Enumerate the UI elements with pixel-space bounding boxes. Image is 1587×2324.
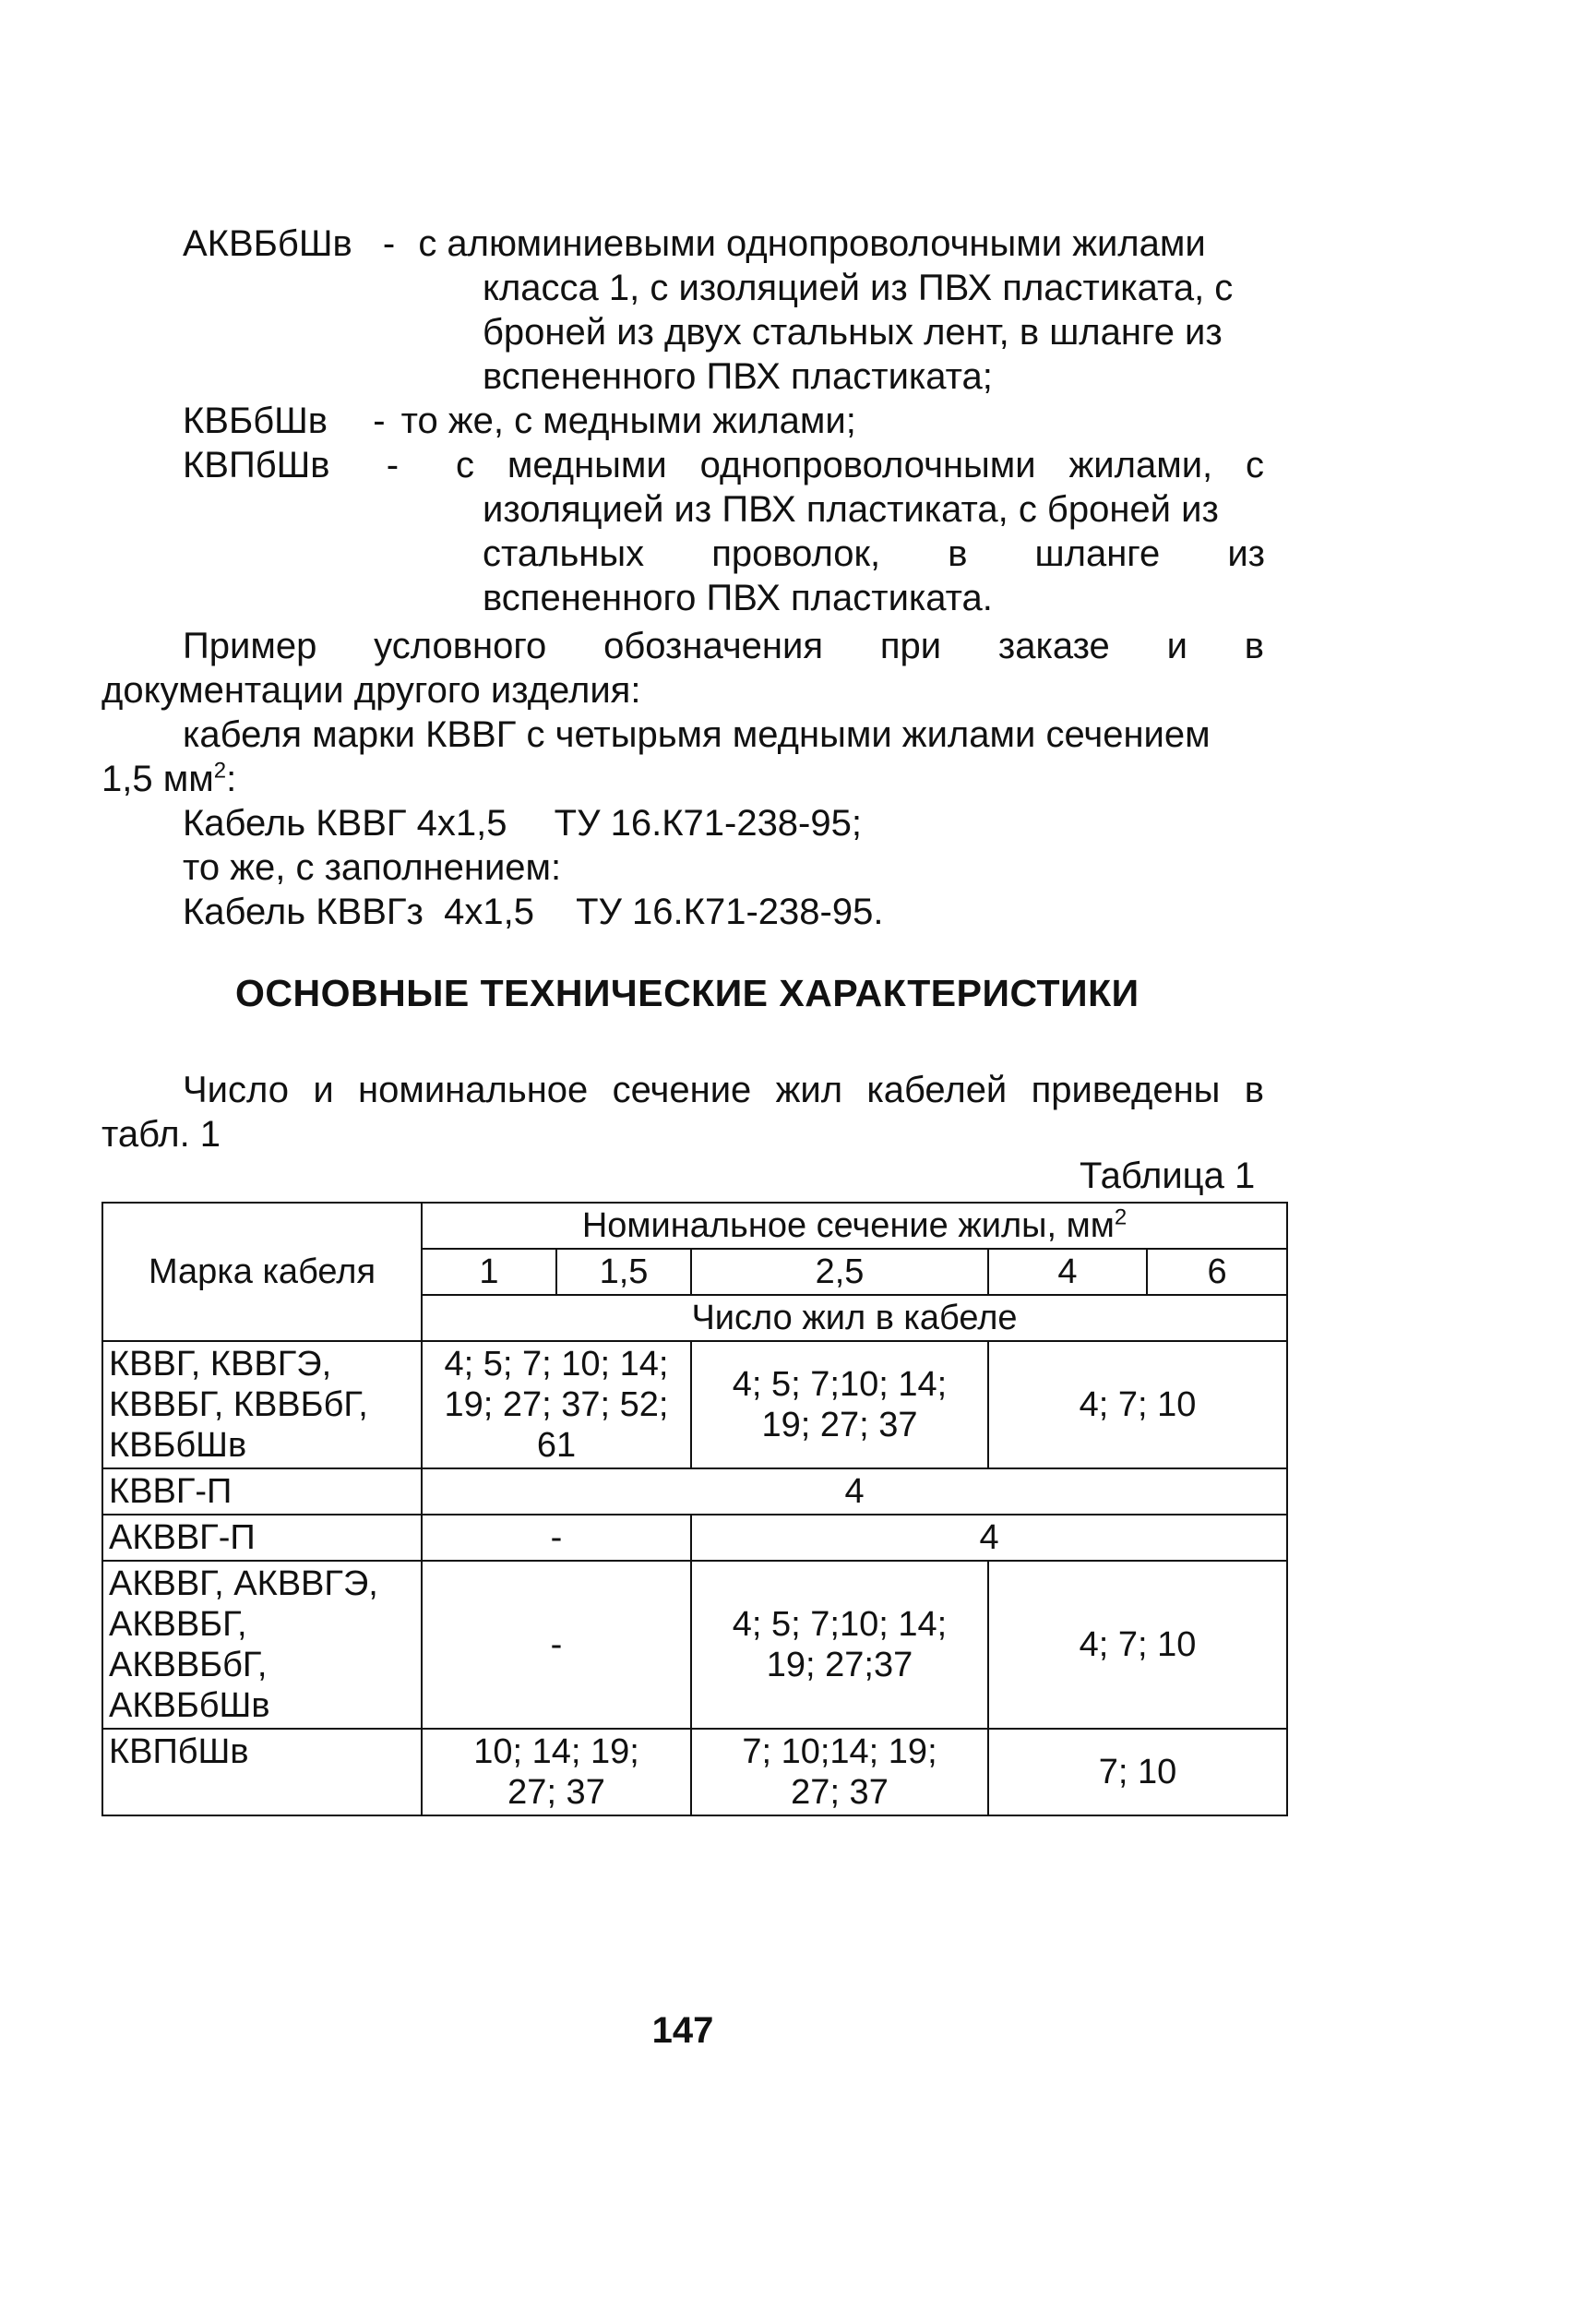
colon: :	[226, 759, 237, 799]
section-header-superscript: 2	[1114, 1204, 1128, 1230]
brand-line: АКВБбШв	[109, 1686, 270, 1725]
cores-cell	[691, 1561, 988, 1729]
brand-line: АКВВБГ,	[109, 1605, 247, 1644]
brand-line: АКВВГ, АКВВГЭ,	[109, 1564, 378, 1603]
brand-cell	[102, 1561, 422, 1729]
definition-3-dash: -	[386, 445, 400, 485]
cores-line: 19; 27; 37	[761, 1406, 918, 1444]
cores-cell: 4; 7; 10	[988, 1561, 1287, 1729]
designation-1-name: Кабель КВВГ 4х1,5	[183, 803, 507, 844]
definition-1-line-3: броней из двух стальных лент, в шланге из	[483, 312, 1223, 353]
cores-cell: 7; 10	[988, 1729, 1287, 1815]
brand-cell: КВПбШв	[102, 1729, 422, 1815]
table-row	[102, 1729, 1287, 1815]
brand-line: КВВБГ, КВВБбГ,	[109, 1385, 368, 1424]
brand-line: КВБбШв	[109, 1426, 247, 1465]
designation-2-tu: ТУ 16.К71-238-95.	[576, 892, 884, 932]
brand-header-cell	[102, 1203, 422, 1341]
designation-2-name: Кабель КВВГз 4х1,5	[183, 892, 534, 932]
designation-2	[183, 890, 883, 934]
table-label: Таблица 1	[1080, 1156, 1256, 1196]
cores-cell: 4	[691, 1515, 1287, 1561]
brand-header: Марка кабеля	[148, 1252, 376, 1291]
table-header-row-1	[102, 1203, 1287, 1249]
designation-1-tu: ТУ 16.К71-238-95;	[554, 803, 862, 844]
definition-1-text-1: с алюминиевыми однопроволочными жилами	[418, 223, 1206, 264]
brand-line: АКВВБбГ,	[109, 1646, 268, 1684]
cores-line: 4; 5; 7; 10; 14;	[444, 1345, 669, 1384]
example-cable-line-2	[101, 757, 236, 801]
section-header-cell	[422, 1203, 1287, 1249]
cores-cell	[422, 1729, 691, 1815]
squared-superscript: 2	[213, 758, 227, 784]
brand-cell: КВВГ-П	[102, 1468, 422, 1515]
cores-line: 4; 5; 7;10; 14;	[732, 1365, 948, 1404]
filled-variant-line: то же, с заполнением:	[183, 847, 562, 888]
cores-line: 27; 37	[507, 1773, 605, 1812]
size-6: 6	[1147, 1249, 1287, 1295]
cores-cell	[691, 1729, 988, 1815]
section-heading: ОСНОВНЫЕ ТЕХНИЧЕСКИЕ ХАРАКТЕРИСТИКИ	[235, 972, 1140, 1014]
definition-3-line-2: изоляцией из ПВХ пластиката, с броней из	[483, 489, 1219, 530]
brand-cell: АКВВГ-П	[102, 1515, 422, 1561]
cores-line: 61	[536, 1426, 577, 1465]
cores-cell: 4	[422, 1468, 1287, 1515]
definition-3-line-1	[183, 443, 1264, 487]
cores-header: Число жил в кабеле	[422, 1295, 1287, 1341]
size-1: 1	[422, 1249, 556, 1295]
cable-spec-table	[101, 1202, 1288, 1816]
section-header: Номинальное сечение жилы, мм	[581, 1206, 1115, 1245]
size-1-5: 1,5	[556, 1249, 691, 1295]
designation-1	[183, 801, 862, 845]
cores-cell: -	[422, 1515, 691, 1561]
cores-cell: 4; 7; 10	[988, 1341, 1287, 1468]
cores-cell	[422, 1341, 691, 1468]
definition-3-line-4: вспененного ПВХ пластиката.	[483, 578, 993, 618]
cores-line: 19; 27;37	[766, 1646, 913, 1684]
table-row	[102, 1515, 1287, 1561]
cores-line: 19; 27; 37; 52;	[444, 1385, 669, 1424]
example-intro-line-1: Пример условного обозначения при заказе и в	[183, 626, 1264, 666]
definition-3-line-3: стальных проволок, в шланге из	[483, 533, 1265, 574]
definition-1-line-1	[183, 222, 1206, 266]
definition-2-dash: -	[373, 401, 386, 441]
definition-2-text-1: то же, с медными жилами;	[400, 401, 856, 441]
page-number: 147	[651, 2010, 714, 2051]
cores-line: 10; 14; 19;	[473, 1732, 639, 1771]
definition-3-code: КВПбШв	[183, 445, 330, 485]
definition-1-dash: -	[382, 223, 396, 264]
size-4: 4	[988, 1249, 1147, 1295]
cores-cell	[691, 1341, 988, 1468]
size-2-5: 2,5	[691, 1249, 988, 1295]
brand-line: КВВГ, КВВГЭ,	[109, 1345, 332, 1384]
section-paragraph-line-2: табл. 1	[101, 1114, 221, 1155]
definition-2-code: КВБбШв	[183, 401, 328, 441]
definition-1-code: АКВБбШв	[183, 223, 352, 264]
cores-cell: -	[422, 1561, 691, 1729]
brand-cell	[102, 1341, 422, 1468]
table-row	[102, 1341, 1287, 1468]
definition-2-line-1	[183, 399, 856, 443]
definition-3-text-1: с медными однопроволочными жилами, с	[456, 445, 1264, 485]
cores-line: 27; 37	[791, 1773, 889, 1812]
definition-1-line-2: класса 1, с изоляцией из ПВХ пластиката, с	[483, 268, 1234, 308]
cores-line: 4; 5; 7;10; 14;	[732, 1605, 948, 1644]
section-paragraph-line-1: Число и номинальное сечение жил кабелей приведены в	[183, 1070, 1264, 1110]
example-intro-line-2: документации другого изделия:	[101, 670, 641, 711]
cores-line: 7; 10;14; 19;	[742, 1732, 937, 1771]
definition-1-line-4: вспененного ПВХ пластиката;	[483, 356, 993, 397]
cross-section-value: 1,5 мм	[101, 759, 214, 799]
table-row	[102, 1561, 1287, 1729]
example-cable-line-1: кабеля марки КВВГ с четырьмя медными жилами сечением	[183, 714, 1211, 755]
table-row	[102, 1468, 1287, 1515]
